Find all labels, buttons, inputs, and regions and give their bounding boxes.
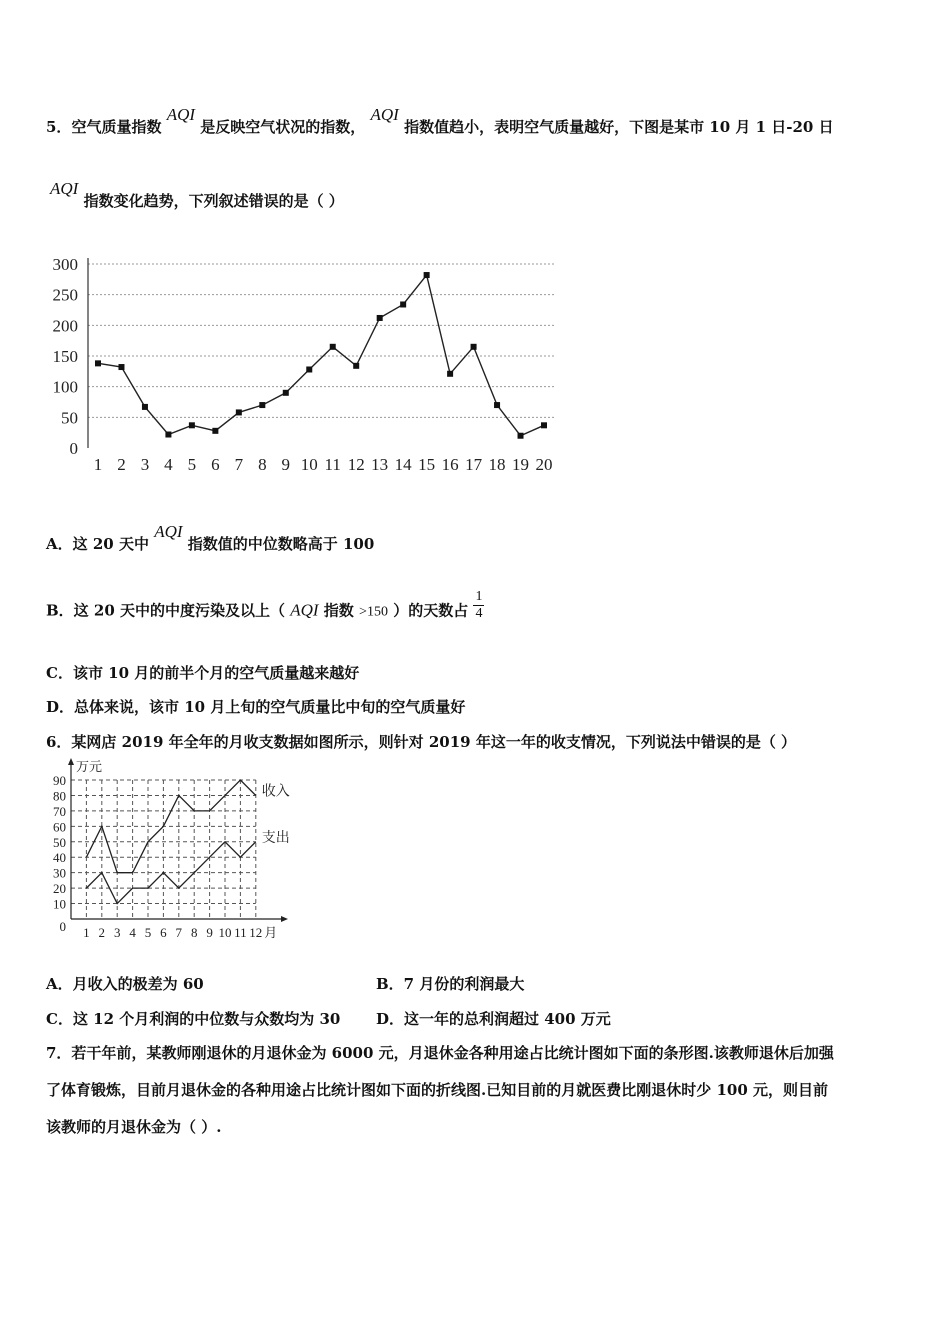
x-tick-label: 10 (218, 925, 232, 940)
aqi-symbol: AQI (50, 179, 79, 198)
q5-stem-line2 (50, 179, 344, 211)
x-tick-label: 17 (465, 455, 483, 474)
y-tick-label: 300 (52, 255, 78, 274)
q5-option-b-threshold: >150 (359, 604, 388, 620)
data-point (541, 422, 547, 428)
x-tick-label: 10 (300, 455, 318, 474)
data-point (306, 366, 312, 372)
data-point (518, 433, 524, 439)
y-tick-label: 0 (59, 919, 66, 934)
fraction-one-quarter (473, 589, 484, 622)
x-tick-label: 11 (234, 925, 247, 940)
aqi-symbol: AQI (370, 105, 399, 124)
x-tick-label: 8 (258, 455, 267, 474)
y-tick-label: 0 (69, 439, 78, 458)
q7-stem-line2: 了体育锻炼，目前月退休金的各种用途占比统计图如下面的折线图.已知目前的月就医费比刚退休时少 100 元，则目前 (46, 1081, 828, 1099)
x-tick-label: 8 (190, 925, 198, 940)
data-point (236, 409, 242, 415)
q7-stem-line1: 7．若干年前，某教师刚退休的月退休金为 6000 元，月退休金各种用途占比统计图如下面的条形图.该教师退休后加强 (46, 1044, 834, 1062)
q5-stem-line1 (46, 105, 834, 137)
data-point (165, 432, 171, 438)
data-point (259, 402, 265, 408)
data-point (142, 404, 148, 410)
x-tick-label: 15 (418, 455, 436, 474)
y-tick-label: 50 (53, 834, 66, 850)
data-point (400, 301, 406, 307)
q5-option-b-text-2: 指数 (323, 601, 354, 620)
y-tick-label: 20 (53, 881, 66, 897)
y-tick-label: 60 (53, 819, 66, 835)
y-tick-label: 30 (53, 865, 66, 881)
q6-option-c: C．这 12 个月利润的中位数与众数均为 30 (46, 1010, 341, 1028)
x-tick-label: 3 (113, 925, 121, 940)
q5-option-b-text-3: ）的天数占 (393, 601, 469, 620)
x-tick-label: 9 (206, 925, 213, 940)
legend-label-expense: 支出 (261, 830, 290, 846)
y-axis-arrow (68, 758, 74, 765)
income-expense-chart (46, 757, 296, 947)
x-tick-label: 5 (187, 455, 197, 474)
y-tick-label: 80 (53, 788, 66, 804)
x-tick-label: 6 (211, 455, 220, 474)
data-point (212, 428, 218, 434)
data-point (494, 402, 500, 408)
x-tick-label: 12 (249, 925, 263, 940)
y-tick-label: 70 (53, 803, 66, 819)
x-tick-label: 18 (488, 455, 506, 474)
y-tick-label: 50 (61, 408, 78, 428)
q6-option-b: B．7 月份的利润最大 (376, 975, 525, 993)
data-point (283, 390, 289, 396)
x-tick-label: 11 (324, 455, 341, 474)
fraction-denominator: 4 (475, 606, 483, 621)
x-axis-unit: 月 (264, 925, 278, 940)
data-point (95, 360, 101, 366)
q5-number: 5． (46, 118, 72, 136)
q6-option-d: D．这一年的总利润超过 400 万元 (376, 1010, 611, 1028)
q5-option-b-text: B．这 20 天中的中度污染及以上（ (46, 601, 285, 620)
x-axis-arrow (281, 916, 288, 922)
x-tick-label: 4 (129, 925, 136, 940)
q6-option-a: A．月收入的极差为 60 (46, 975, 204, 993)
x-tick-label: 16 (441, 455, 459, 474)
y-tick-label: 200 (52, 316, 78, 336)
y-tick-label: 10 (53, 896, 66, 912)
fraction-numerator: 1 (475, 589, 483, 604)
x-tick-label: 2 (117, 455, 126, 474)
x-tick-label: 5 (144, 925, 152, 940)
y-tick-label: 90 (53, 773, 66, 788)
x-tick-label: 7 (234, 455, 244, 474)
y-tick-label: 250 (52, 285, 78, 305)
y-tick-label: 100 (52, 377, 78, 397)
x-tick-label: 19 (512, 455, 530, 474)
x-tick-label: 7 (175, 925, 183, 940)
x-tick-label: 3 (140, 455, 150, 474)
data-point (447, 371, 453, 377)
x-tick-label: 9 (281, 455, 291, 474)
q5-option-a (46, 522, 375, 554)
x-tick-label: 4 (164, 455, 173, 474)
q5-option-d: D．总体来说，该市 10 月上旬的空气质量比中旬的空气质量好 (46, 698, 466, 716)
x-tick-label: 12 (347, 455, 365, 474)
x-tick-label: 6 (160, 925, 167, 940)
x-tick-label: 13 (371, 455, 389, 474)
y-axis-unit: 万元 (76, 759, 103, 774)
data-point (471, 344, 477, 350)
aqi-symbol: AQI (166, 105, 196, 124)
y-tick-label: 40 (53, 850, 66, 866)
data-point (118, 364, 124, 370)
y-tick-label: 150 (52, 347, 78, 366)
q6-stem: 6．某网店 2019 年全年的月收支数据如图所示，则针对 2019 年这一年的收支情况，下列说法中错误的是（ ） (46, 733, 797, 751)
x-tick-label: 1 (83, 925, 90, 940)
legend-label-income: 收入 (261, 784, 290, 800)
x-tick-label: 1 (93, 455, 103, 474)
q5-stem-text-a: 空气质量指数 (71, 118, 162, 136)
q5-option-a-text-2: 指数值的中位数略高于 100 (187, 535, 375, 553)
q5-stem-text-d: 指数变化趋势，下列叙述错误的是（ ） (83, 192, 344, 210)
aqi-symbol: AQI (290, 600, 319, 620)
q5-option-c: C．该市 10 月的前半个月的空气质量越来越好 (46, 664, 360, 682)
data-point (424, 272, 430, 278)
q5-option-a-text: A．这 20 天中 (46, 535, 149, 553)
x-tick-label: 2 (98, 925, 106, 940)
x-tick-label: 14 (394, 455, 412, 474)
x-tick-label: 20 (535, 455, 553, 474)
data-point (330, 344, 336, 350)
data-point (353, 363, 359, 369)
aqi-chart (44, 250, 564, 480)
q7-stem-line3: 该教师的月退休金为（ ）. (46, 1118, 222, 1136)
data-point (377, 315, 383, 321)
q5-stem-text-b: 是反映空气状况的指数， (200, 118, 366, 136)
data-point (189, 422, 195, 428)
aqi-symbol: AQI (154, 522, 183, 541)
q5-option-b (46, 589, 484, 628)
q5-stem-text-c: 指数值趋小，表明空气质量越好，下图是某市 10 月 1 日-20 日 (404, 118, 834, 136)
aqi-series-line (98, 275, 544, 436)
